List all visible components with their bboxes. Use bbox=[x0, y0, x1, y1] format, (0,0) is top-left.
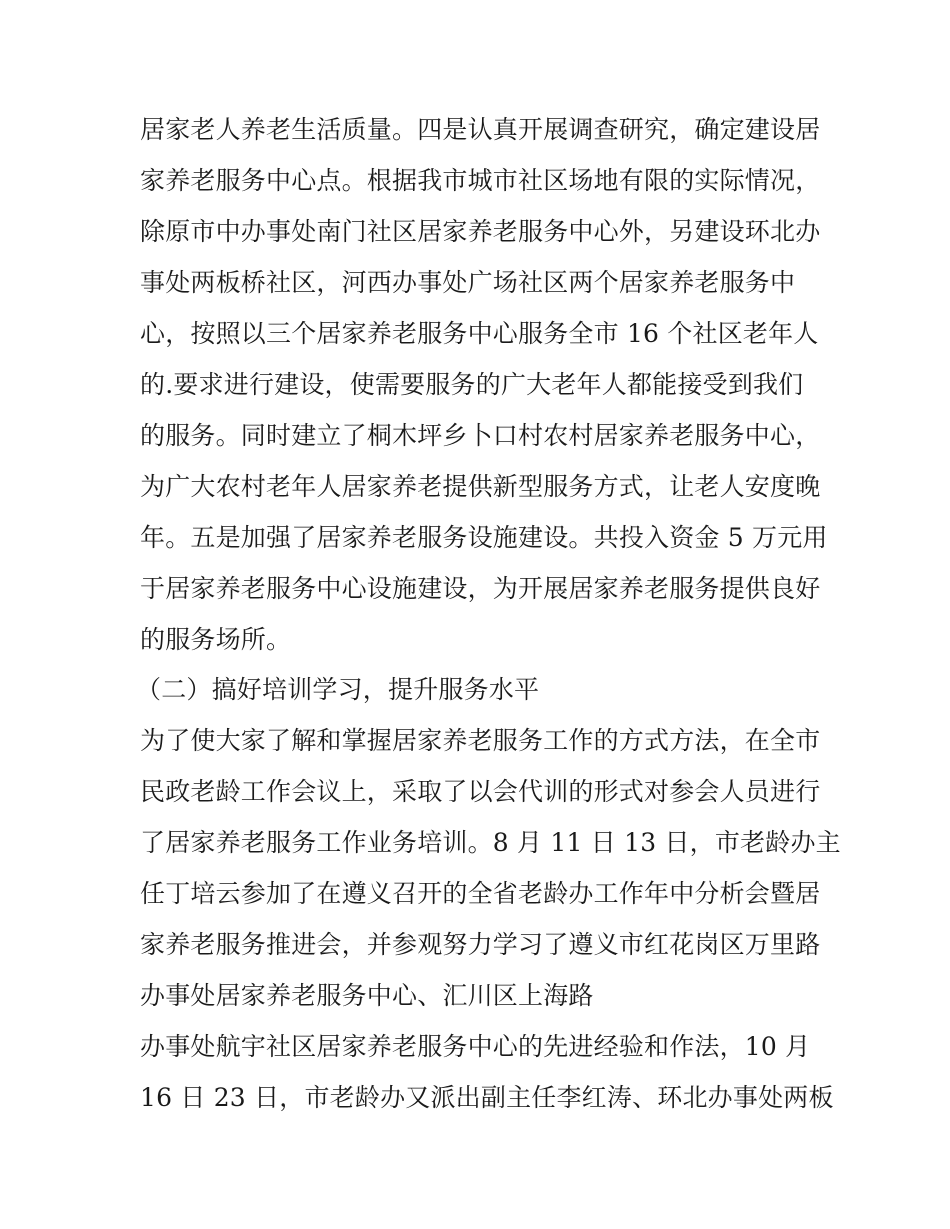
text-line: 家养老服务中心点。根据我市城市社区场地有限的实际情况， bbox=[140, 166, 821, 195]
text-line: 居家老人养老生活质量。四是认真开展调查研究，确定建设居 bbox=[140, 115, 821, 144]
text-line: 的服务。同时建立了桐木坪乡卜口村农村居家养老服务中心， bbox=[140, 421, 821, 450]
text-line: 于居家养老服务中心设施建设，为开展居家养老服务提供良好 bbox=[140, 574, 821, 603]
text-line: 民政老龄工作会议上，采取了以会代训的形式对参会人员进行 bbox=[140, 777, 821, 806]
text-line: 的.要求进行建设，使需要服务的广大老年人都能接受到我们 bbox=[140, 370, 804, 399]
text-line: 了居家养老服务工作业务培训。8 月 11 日 13 日，市老龄办主 bbox=[140, 828, 841, 857]
text-line: 事处两板桥社区，河西办事处广场社区两个居家养老服务中 bbox=[140, 268, 796, 297]
text-line: 16 日 23 日，市老龄办又派出副主任李红涛、环北办事处两板 bbox=[140, 1083, 834, 1112]
section-heading: （二）搞好培训学习，提升服务水平 bbox=[136, 675, 540, 704]
text-line: 办事处航宇社区居家养老服务中心的先进经验和作法，10 月 bbox=[140, 1032, 811, 1061]
text-line: 家养老服务推进会，并参观努力学习了遵义市红花岗区万里路 bbox=[140, 930, 821, 959]
text-line: 任丁培云参加了在遵义召开的全省老龄办工作年中分析会暨居 bbox=[140, 879, 821, 908]
text-line: 办事处居家养老服务中心、汇川区上海路 bbox=[140, 981, 594, 1010]
text-line: 为广大农村老年人居家养老提供新型服务方式，让老人安度晚 bbox=[140, 472, 821, 501]
text-line: 年。五是加强了居家养老服务设施建设。共投入资金 5 万元用 bbox=[140, 523, 828, 552]
text-line: 为了使大家了解和掌握居家养老服务工作的方式方法，在全市 bbox=[140, 726, 821, 755]
text-line: 除原市中办事处南门社区居家养老服务中心外，另建设环北办 bbox=[140, 217, 821, 246]
text-line: 心，按照以三个居家养老服务中心服务全市 16 个社区老年人 bbox=[140, 319, 819, 348]
text-line: 的服务场所。 bbox=[140, 625, 292, 654]
